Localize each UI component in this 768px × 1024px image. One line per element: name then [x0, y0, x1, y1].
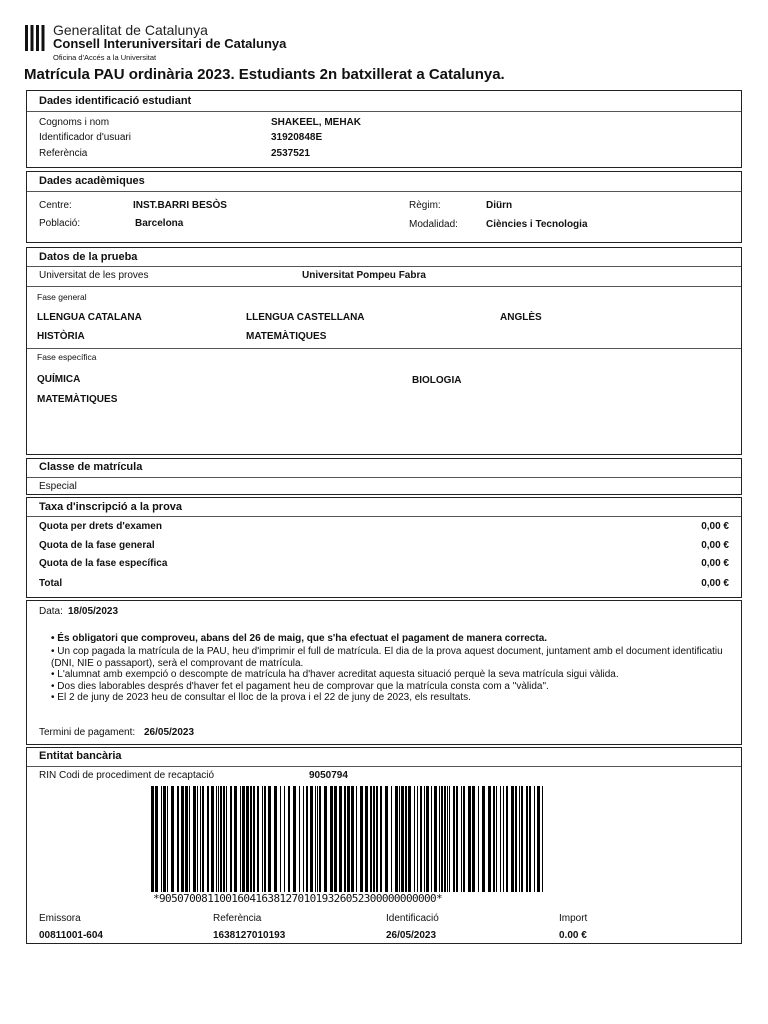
rin-label: RIN Codi de procediment de recaptació: [39, 770, 215, 781]
general-phase-label: Fase general: [37, 292, 87, 302]
fee-row-label: Quota de la fase general: [39, 540, 155, 551]
fee-section-title: Taxa d'inscripció a la prova: [39, 501, 183, 513]
rin-value: 9050794: [309, 770, 348, 781]
exam-section: [26, 247, 742, 455]
fee-section: [26, 497, 742, 598]
modalitat-label: Modalidad:: [409, 219, 458, 230]
academic-section-title: Dades acadèmiques: [39, 175, 145, 187]
note-bullet: • L'alumnat amb exempció o descompte de matrícula ha d'haver acreditat aquesta situació perquè la seva matrícula sigui vàlida.: [51, 669, 619, 680]
identificacio-label: Identificació: [386, 913, 439, 924]
fee-row-label: Quota de la fase específica: [39, 558, 168, 569]
date-label: Data:: [39, 606, 63, 617]
org-name-line2: Consell Interuniversitari de Catalunya: [53, 36, 287, 51]
emissora-value: 00811001-604: [39, 930, 103, 941]
org-name-line3: Oficina d'Accés a la Universitat: [53, 53, 157, 62]
barcode: [149, 786, 549, 892]
student-ref-value: 2537521: [271, 148, 310, 159]
name-label: Cognoms i nom: [39, 117, 110, 128]
general-subject: LLENGUA CATALANA: [37, 312, 142, 323]
specific-subject: BIOLOGIA: [412, 375, 462, 386]
page-title: Matrícula PAU ordinària 2023. Estudiants 2n batxillerat a Catalunya.: [24, 66, 505, 83]
bank-section: [26, 747, 742, 944]
fee-total-label: Total: [39, 578, 63, 589]
name-value: SHAKEEL, MEHAK: [271, 117, 362, 128]
bank-section-title: Entitat bancària: [39, 750, 122, 762]
fee-row-amount: 0,00 €: [701, 521, 729, 532]
note-bullet: • El 2 de juny de 2023 heu de consultar el lloc de la prova i el 22 de juny de 2023, els resultats.: [51, 692, 471, 703]
import-label: Import: [559, 913, 588, 924]
poblacio-label: Població:: [39, 218, 81, 229]
notes-section: [26, 600, 742, 745]
exam-section-title: Datos de la prueba: [39, 251, 138, 263]
general-subject: ANGLÈS: [500, 312, 542, 323]
referencia-value: 1638127010193: [213, 930, 286, 941]
org-name-line1: Generalitat de Catalunya: [53, 22, 208, 38]
regim-label: Règim:: [409, 200, 441, 211]
centre-label: Centre:: [39, 200, 72, 211]
user-id-value: 31920848E: [271, 132, 323, 143]
specific-phase-label: Fase específica: [37, 352, 97, 362]
specific-subject: QUÍMICA: [37, 374, 81, 385]
enrolment-class-value: Especial: [39, 481, 77, 492]
university-value: Universitat Pompeu Fabra: [302, 270, 426, 281]
enrolment-class-title: Classe de matrícula: [39, 461, 143, 473]
regim-value: Diürn: [486, 200, 513, 211]
fee-row-amount: 0,00 €: [701, 558, 729, 569]
user-id-label: Identificador d'usuari: [39, 132, 131, 143]
modalitat-value: Ciències i Tecnologia: [486, 219, 588, 230]
specific-subject: MATEMÀTIQUES: [37, 394, 118, 405]
fee-total-amount: 0,00 €: [701, 578, 729, 589]
note-bullet: • Dos dies laborables després d'haver fet el pagament heu de comprovar que la matrícula consta com a "vàlida".: [51, 681, 549, 692]
deadline-label: Termini de pagament:: [39, 727, 136, 738]
fee-row-amount: 0,00 €: [701, 540, 729, 551]
fee-row-label: Quota per drets d'examen: [39, 521, 162, 532]
student-section-title: Dades identificació estudiant: [39, 95, 192, 107]
university-label: Universitat de les proves: [39, 270, 149, 281]
barcode-text: *9050700811001604163812701019326052300000000000*: [153, 892, 443, 905]
emissora-label: Emissora: [39, 913, 81, 924]
note-bullet: • És obligatori que comproveu, abans del 26 de maig, que s'ha efectuat el pagament de manera correcta.: [51, 633, 548, 644]
deadline-value: 26/05/2023: [144, 727, 195, 738]
referencia-label: Referència: [213, 913, 262, 924]
student-ref-label: Referència: [39, 148, 88, 159]
identificacio-value: 26/05/2023: [386, 930, 437, 941]
academic-section: [26, 171, 742, 243]
general-subject: HISTÒRIA: [37, 331, 85, 342]
generalitat-logo-icon: [24, 24, 46, 52]
poblacio-value: Barcelona: [135, 218, 184, 229]
general-subject: MATEMÀTIQUES: [246, 331, 327, 342]
general-subject: LLENGUA CASTELLANA: [246, 312, 365, 323]
import-value: 0.00 €: [559, 930, 587, 941]
enrolment-class-section: [26, 458, 742, 495]
student-section: [26, 90, 742, 168]
centre-value: INST.BARRI BESÒS: [133, 200, 227, 211]
note-bullet: • Un cop pagada la matrícula de la PAU, heu d'imprimir el full de matrícula. El dia de la prova aquest document, juntament amb el document identificatiu (DNI, NIE o passaport), serà el comprovant de matrícula.: [51, 646, 723, 669]
date-value: 18/05/2023: [68, 606, 119, 617]
